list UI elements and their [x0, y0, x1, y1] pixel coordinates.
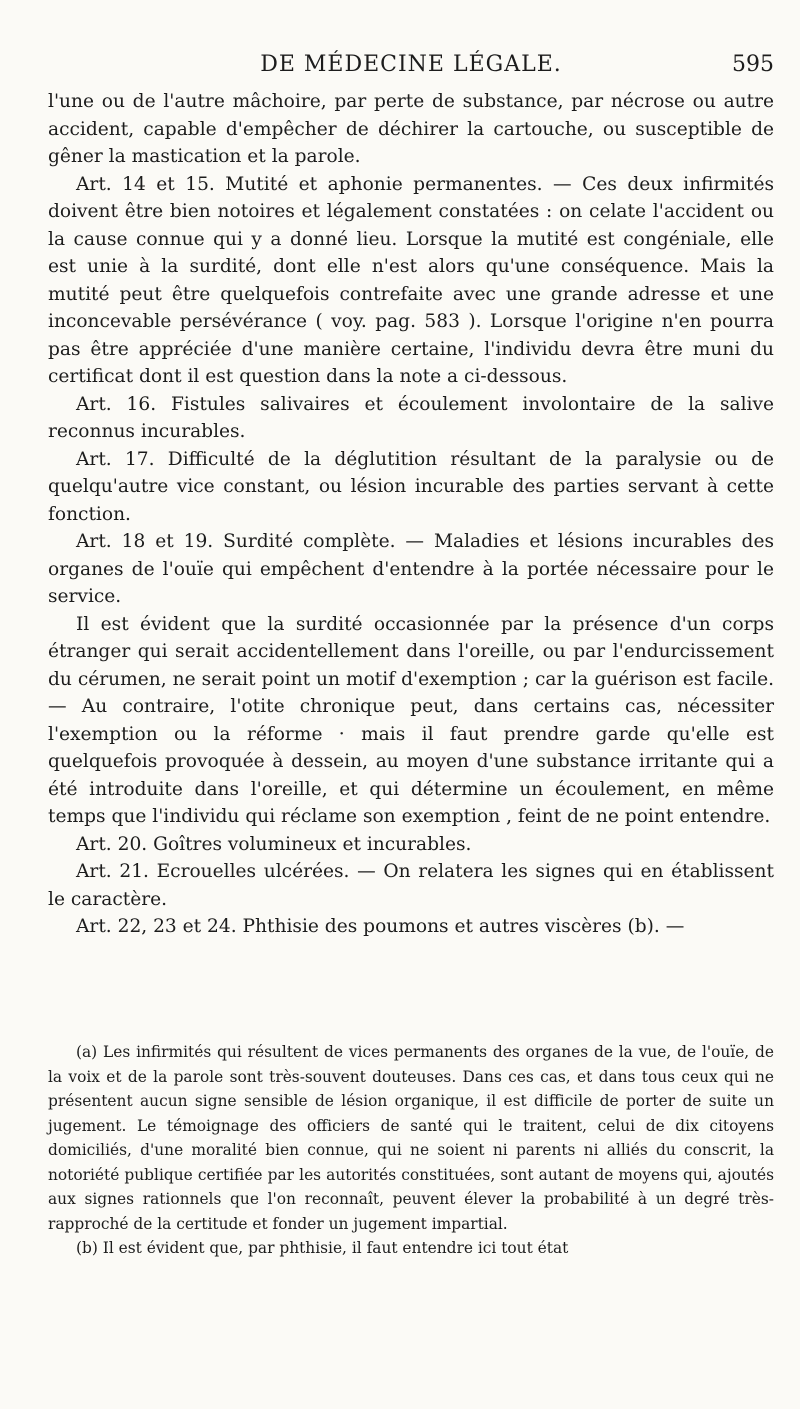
paragraph-art-16: Art. 16. Fistules salivaires et écoulement involontaire de la salive reconnus incurables.	[48, 393, 774, 442]
paragraph-art-21: Art. 21. Ecrouelles ulcérées. — On relatera les signes qui en établissent le caractère.	[48, 861, 774, 910]
paragraph-art-18-19: Art. 18 et 19. Surdité complète. — Maladies et lésions incurables des organes de l'ouïe qui empêchent d'entendre à la portée nécessaire pour le service.	[48, 531, 774, 607]
paragraph-continued: l'une ou de l'autre mâchoire, par perte de substance, par nécrose ou autre accident, capable d'empêcher de déchirer la cartouche, ou susceptible de gêner la mastication et la parole.	[48, 91, 774, 167]
main-text	[48, 88, 774, 941]
paragraph-art-17: Art. 17. Difficulté de la déglutition résultant de la paralysie ou de quelqu'autre vice constant, ou lésion incurable des parties servant à cette fonction.	[48, 448, 774, 525]
paragraph-art-22-24: Art. 22, 23 et 24. Phthisie des poumons et autres viscères (b). —	[76, 916, 685, 937]
page-number: 595	[732, 52, 774, 77]
paragraph-art-20: Art. 20. Goîtres volumineux et incurables.	[76, 833, 472, 855]
paragraph-art-14-15: Art. 14 et 15. Mutité et aphonie permanentes. — Ces deux infirmités doivent être bien notoires et légalement constatées : on celate l'accident ou la cause connue qui y a donné lieu. Lorsque la mutité est congéniale, elle est unie à la surdité, dont elle n'est alors qu'une conséquence. Mais la mutité peut être quelquefois contrefaite avec une grande adresse et une inconcevable persévérance ( voy. pag. 583 ). Lorsque l'origine n'en pourra pas être appréciée d'une manière certaine, l'individu devra être muni du certificat dont il est question dans la note a ci-dessous.	[48, 173, 774, 387]
running-title: DE MÉDECINE LÉGALE.	[260, 52, 562, 77]
page-header	[48, 52, 774, 82]
footnotes	[48, 1040, 774, 1261]
footnote-b: (b) Il est évident que, par phthisie, il faut entendre ici tout état	[76, 1239, 569, 1257]
footnote-a: (a) Les infirmités qui résultent de vices permanents des organes de la vue, de l'ouïe, de la voix et de la parole sont très-souvent douteuses. Dans ces cas, et dans tous ceux qui ne présentent aucun signe sensible de lésion organique, il est difficile de porter de suite un jugement. Le témoignage des officiers de santé qui le traitent, celui de dix citoyens domiciliés, d'une moralité bien connue, qui ne soient ni parents ni alliés du conscrit, la notoriété publique certifiée par les autorités constituées, sont autant de moyens qui, ajoutés aux signes rationnels que l'on reconnaît, peuvent élever la probabilité à un degré très-rapproché de la certitude et fonder un jugement impartial.	[48, 1043, 774, 1233]
paragraph-surdite: Il est évident que la surdité occasionnée par la présence d'un corps étranger qui serait accidentellement dans l'oreille, ou par l'endurcissement du cérumen, ne serait point un motif d'exemption ; car la guérison est facile. — Au contraire, l'otite chronique peut, dans certains cas, nécessiter l'exemption ou la réforme · mais il faut prendre garde qu'elle est quelquefois provoquée à dessein, au moyen d'une substance irritante qui a été introduite dans l'oreille, et qui détermine un écoulement, en même temps que l'individu qui réclame son exemption , feint de ne point entendre.	[48, 613, 774, 827]
